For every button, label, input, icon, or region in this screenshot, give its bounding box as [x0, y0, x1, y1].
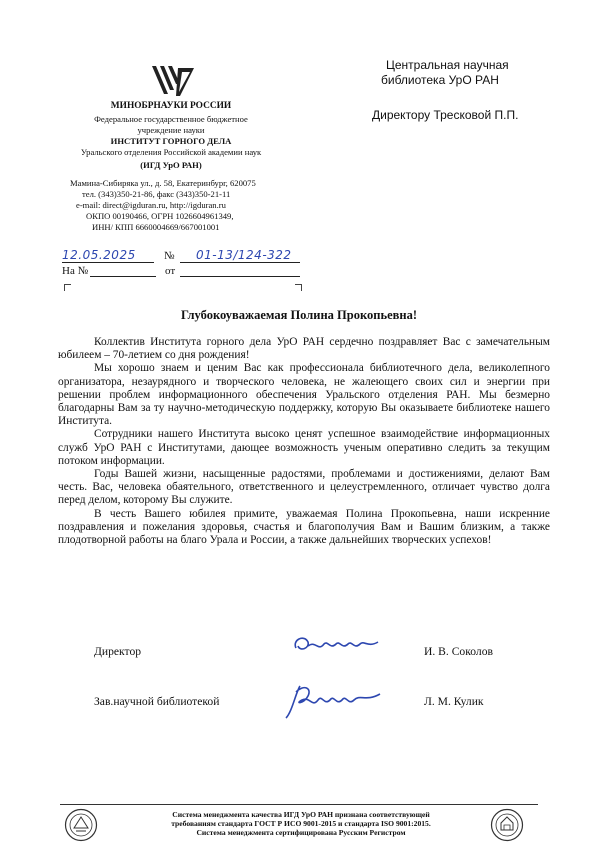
org-type: Федеральное государственное бюджетное	[94, 114, 248, 124]
signer-1-name: И. В. Соколов	[424, 645, 493, 658]
signature-1-icon	[290, 630, 382, 658]
from-label: от	[165, 265, 176, 277]
footer-divider	[60, 804, 538, 805]
institute-abbr: (ИГД УрО РАН)	[140, 160, 202, 170]
footer-line-3: Система менеджмента сертифицирована Русским Регистром	[196, 828, 406, 837]
phone: тел. (343)350-21-86, факс (343)350-21-11	[82, 189, 231, 199]
letter-body	[58, 336, 550, 547]
institute-name: ИНСТИТУТ ГОРНОГО ДЕЛА	[110, 136, 232, 146]
corner-mark-left	[64, 284, 71, 291]
paragraph-3: Сотрудники нашего Института высоко ценят успешное взаимодействие информационных служб УрО РАН с Институтами, дающее возможность ученым оперативно следить за текущим потоком информации.	[58, 428, 550, 467]
email: e-mail: direct@igduran.ru, http://igduran.ru	[76, 200, 226, 210]
branch-name: Уральского отделения Российской академии наук	[80, 147, 262, 157]
contact-block	[70, 178, 300, 233]
recipient-director: Директору Тресковой П.П.	[372, 108, 519, 122]
recipient-line2: библиотека УрО РАН	[381, 73, 499, 87]
org-type-2: учреждение науки	[137, 125, 205, 135]
letter-number: 01-13/124-322	[196, 248, 292, 262]
inn: ИНН/ КПП 6660004669/667001001	[92, 222, 220, 232]
signer-1-title: Директор	[94, 645, 142, 658]
corner-mark-right	[295, 284, 302, 291]
from-underline	[180, 276, 300, 277]
ministry-name: МИНОБРНАУКИ РОССИИ	[110, 101, 232, 111]
paragraph-2: Мы хорошо знаем и ценим Вас как профессионала библиотечного дела, великолепного организатора, незаурядного и творческого человека, не жалеющего своих сил и энергии при решении проблем информационного обеспечения Уральского отделения РАН. Мы безмерно благодарны Вам за ту научно-методическую поддержку, которую Вы оказываете библиотеке нашего Института.	[58, 362, 550, 428]
footer-line-2: требованиям стандарта ГОСТ Р ИСО 9001-2015 и стандарта ISO 9001:2015.	[171, 819, 431, 828]
paragraph-4: Годы Вашей жизни, насыщенные радостями, проблемами и достижениями, делают Вам честь. Вас, человека обаятельного, ответственного и целеустремленного, отличает чувство долга перед делом, которому Вы служите.	[58, 468, 550, 507]
okpo: ОКПО 00190466, ОГРН 1026604961349,	[86, 211, 234, 221]
footer-line-1: Система менеджмента качества ИГД УрО РАН признана соответствующей	[172, 810, 430, 819]
paragraph-1: Коллектив Института горного дела УрО РАН сердечно поздравляет Вас с замечательным юбилеем – 70-летием со дня рождения!	[58, 336, 550, 362]
ref-label: На №	[62, 265, 89, 277]
institute-logo-icon	[148, 64, 196, 98]
paragraph-5: В честь Вашего юбилея примите, уважаемая Полина Прокопьевна, наши искренние поздравления и пожелания здоровья, счастья и благополучия Вам и Вашим близким, а также плодотворной работы на благо Урала и России, а также дальнейших творческих успехов!	[58, 507, 550, 547]
certification-seal-right-icon	[490, 808, 524, 842]
signature-2-icon	[282, 682, 384, 722]
signer-2-name: Л. М. Кулик	[424, 695, 484, 708]
address: Мамина-Сибиряка ул., д. 58, Екатеринбург, 620075	[70, 178, 256, 188]
signer-2-title: Зав.научной библиотекой	[94, 695, 220, 708]
recipient-line1: Центральная научная	[386, 58, 509, 72]
ref-underline	[90, 276, 156, 277]
letter-date: 12.05.2025	[62, 248, 136, 262]
certification-seal-left-icon	[64, 808, 98, 842]
number-sign: №	[164, 250, 175, 262]
number-underline	[180, 262, 300, 263]
date-underline	[62, 262, 154, 263]
salutation: Глубокоуважаемая Полина Прокопьевна!	[180, 308, 417, 322]
